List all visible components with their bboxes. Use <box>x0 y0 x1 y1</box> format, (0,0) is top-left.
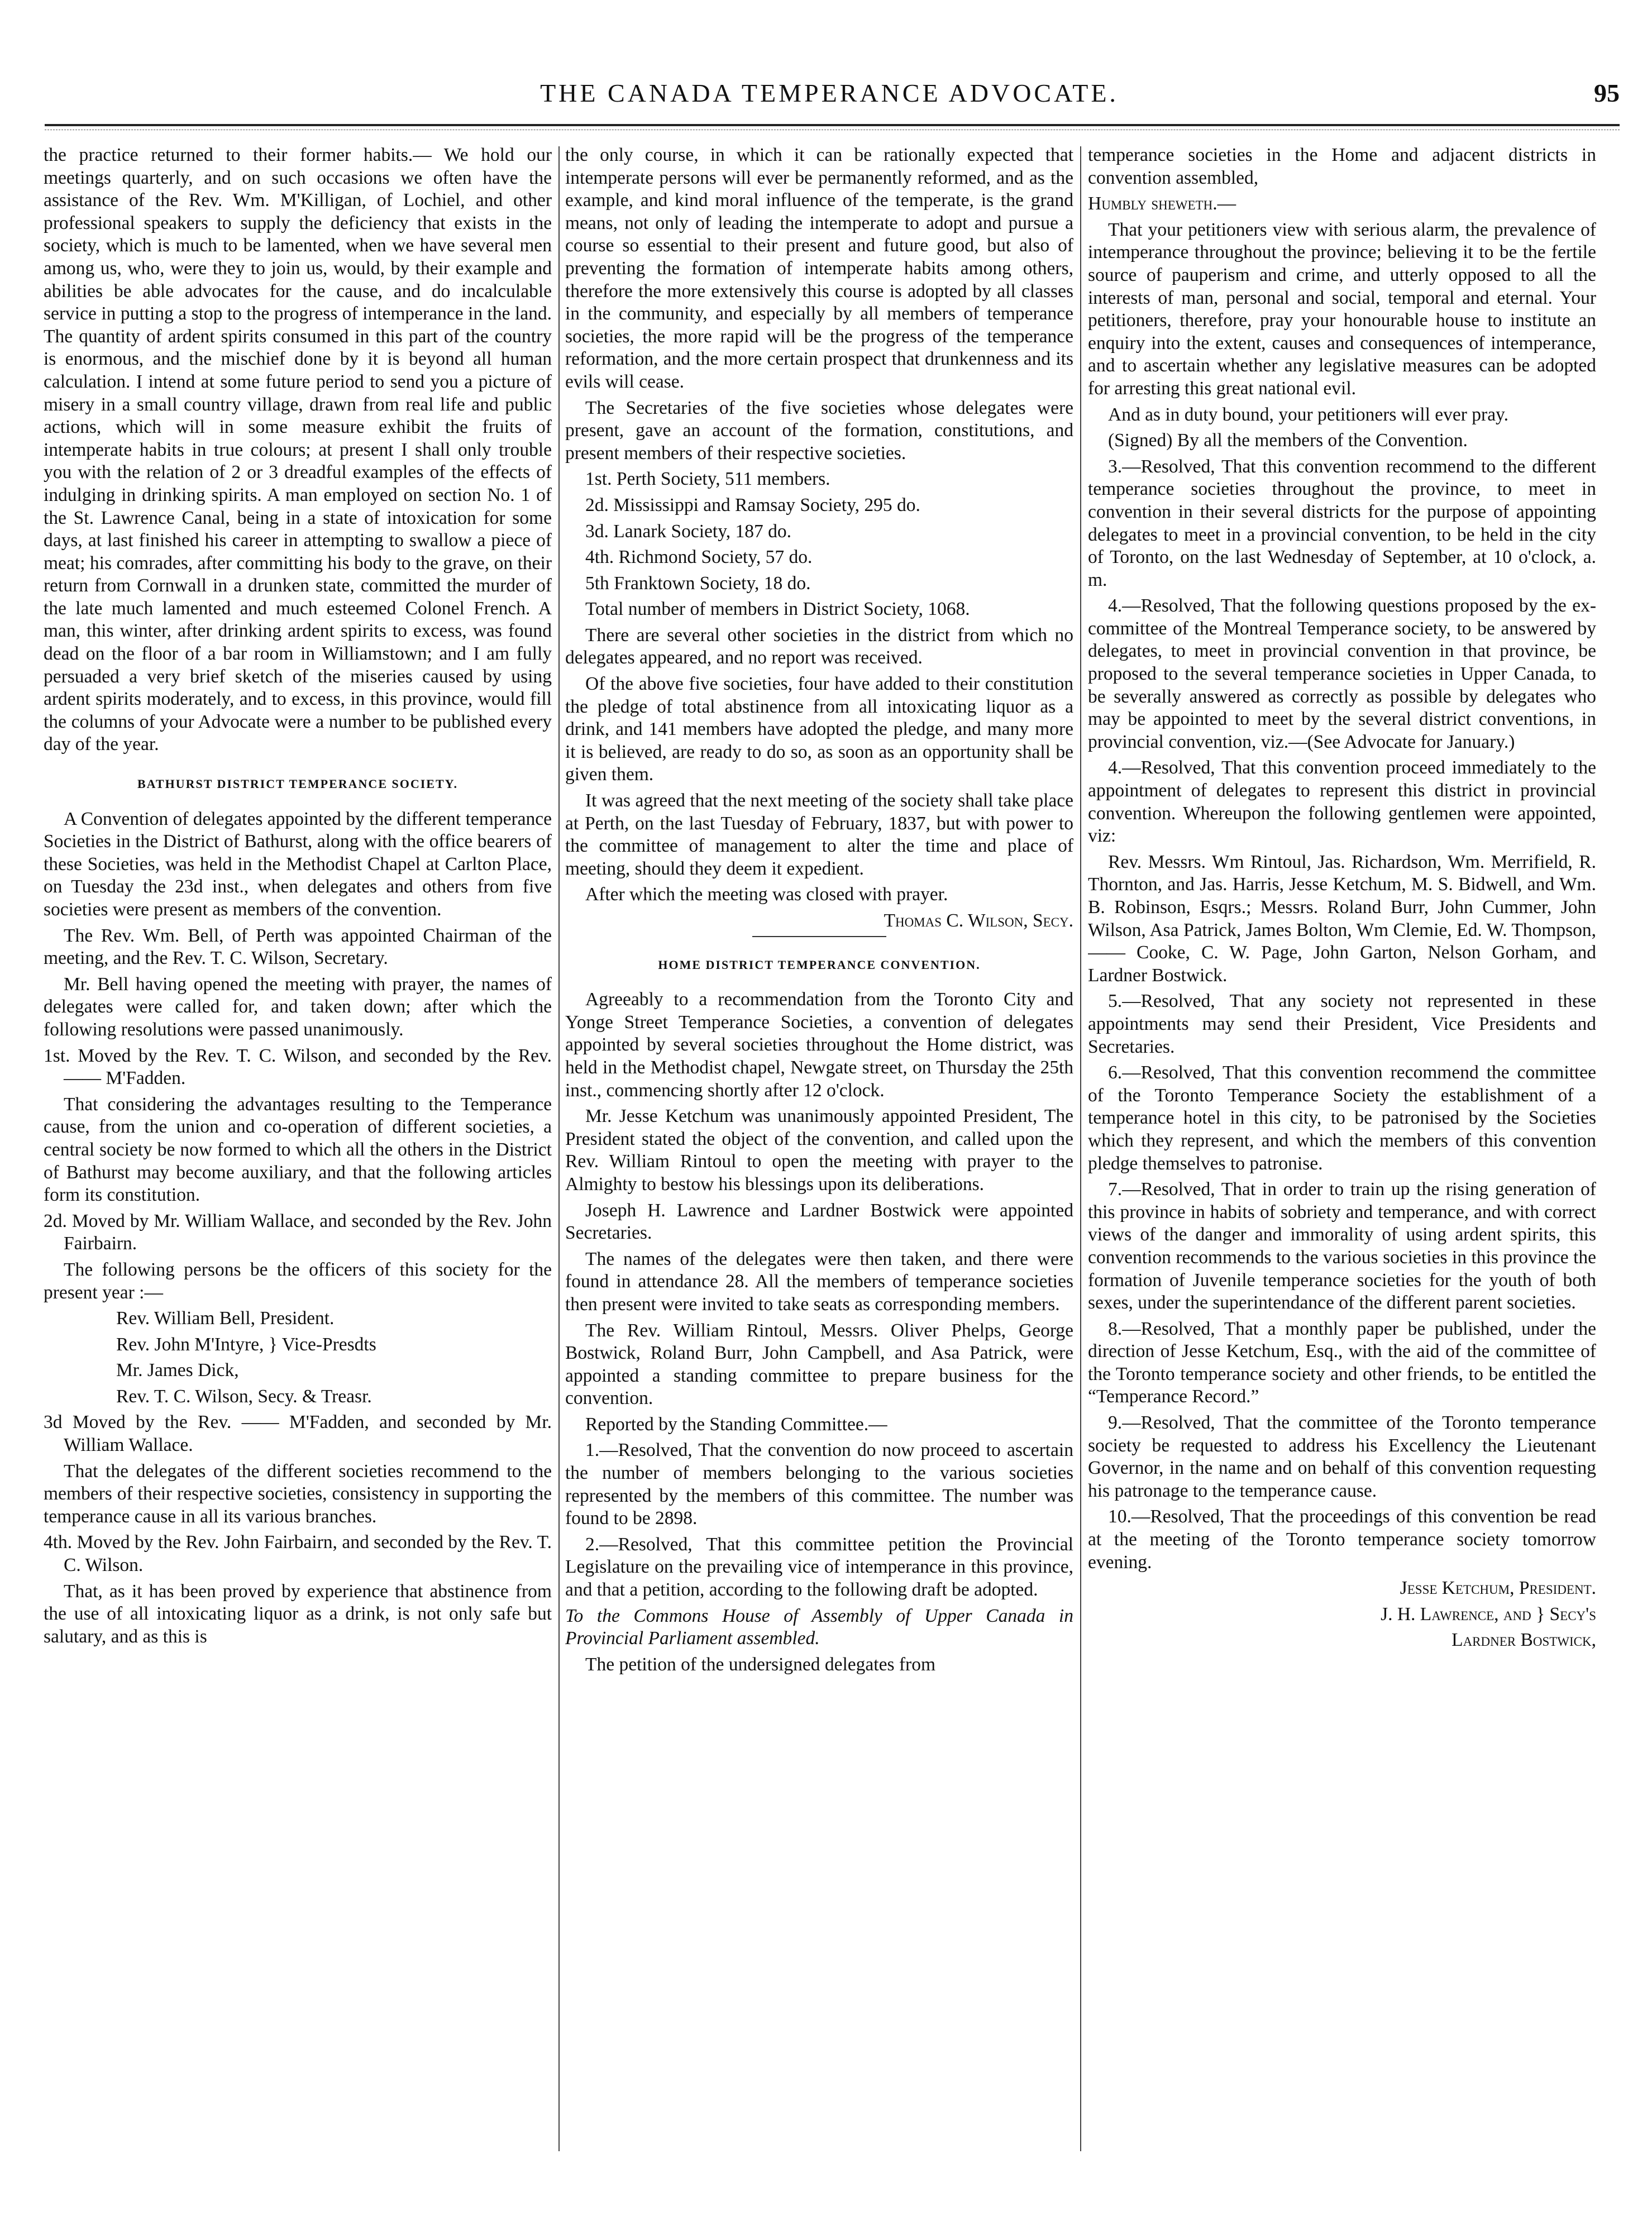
paragraph: temperance societies in the Home and adjacent districts in convention assembled, <box>1088 145 1596 188</box>
paragraph: That considering the advantages resulting to the Temperance cause, from the union and co-operation of different societies, a central society be now formed to which all the others in the District of Bathurst may become auxiliary, and that the following articles form its constitution. <box>44 1093 552 1206</box>
paragraph: Rev. Messrs. Wm Rintoul, Jas. Richardson, Wm. Merrifield, R. Thornton, and Jas. Harris, Jesse Ketchum, M. S. Bidwell, and Wm. B. Robinson, Esqrs.; Messrs. Roland Burr, John Cummer, John Wilson, Asa Patrick, James Bolton, Wm Clemie, Ed. W. Thompson, —— Cooke, C. W. Page, John Garton, Nelson Gorham, and Lardner Bostwick. <box>1088 851 1596 986</box>
paragraph: The Rev. William Rintoul, Messrs. Oliver Phelps, George Bostwick, Roland Burr, John Campbell, and Asa Patrick, were appointed a standing committee to prepare business for the convention. <box>565 1320 1073 1409</box>
paragraph: 10.—Resolved, That the proceedings of this convention be read at the meeting of the Toronto temperance society tomorrow evening. <box>1088 1506 1596 1573</box>
paragraph: That your petitioners view with serious alarm, the prevalence of intemperance throughout the province; believing it to be the fertile source of pauperism and crime, and utterly opposed to all the interests of man, personal and social, temporal and eternal. Your petitioners, therefore, pray your honourable house to institute an enquiry into the extent, causes and consequences of intemperance, and to ascertain whether any legislative measures can be adopted for arresting this great national evil. <box>1088 219 1596 399</box>
paragraph: Mr. Jesse Ketchum was unanimously appointed President, The President stated the object of the convention, and called upon the Rev. William Rintoul to open the meeting with prayer to the Almighty to bestow his blessings upon its deliberations. <box>565 1106 1073 1195</box>
column-divider <box>1080 146 1081 2151</box>
paragraph: The following persons be the officers of this society for the present year :— <box>44 1259 552 1303</box>
paragraph: There are several other societies in the district from which no delegates appeared, and no report was received. <box>565 624 1073 668</box>
society-list-item: 1st. Perth Society, 511 members. <box>585 469 830 490</box>
column-1 <box>44 144 552 2166</box>
resolution-motion: 1st. Moved by the Rev. T. C. Wilson, and seconded by the Rev. —— M'Fadden. <box>44 1045 552 1089</box>
paragraph: And as in duty bound, your petitioners will ever pray. <box>1108 404 1509 425</box>
paragraph: 4.—Resolved, That the following questions proposed by the ex-committee of the Montreal Temperance society, to be answered by delegates, to meet in provincial convention in that province, be proposed to the several temperance societies in Upper Canada, to be severally answered as correctly as possible by delegates who may be appointed to meet by the several district conventions, in provincial convention, viz.—(See Advocate for January.) <box>1088 595 1596 752</box>
section-separator <box>752 936 886 937</box>
publication-title: THE CANADA TEMPERANCE ADVOCATE. <box>540 79 1119 107</box>
paragraph: The Secretaries of the five societies whose delegates were present, gave an account of the formation, constitutions, and present members of their respective societies. <box>565 397 1073 464</box>
header-rule <box>45 124 1620 126</box>
page-number: 95 <box>1594 79 1620 107</box>
resolution-motion: 4th. Moved by the Rev. John Fairbairn, and seconded by the Rev. T. C. Wilson. <box>44 1532 552 1576</box>
petition-salutation: Humbly sheweth.— <box>1088 193 1236 214</box>
paragraph: It was agreed that the next meeting of the society shall take place at Perth, on the last Tuesday of February, 1837, but with power to the committee of management to alter the time and place of meeting, should they deem it expedient. <box>565 790 1073 879</box>
paragraph: That, as it has been proved by experience that abstinence from the use of all intoxicating liquor as a drink, is not only safe but salutary, and as this is <box>44 1580 552 1647</box>
resolution-motion: 3d Moved by the Rev. —— M'Fadden, and seconded by Mr. William Wallace. <box>44 1412 552 1456</box>
paragraph: 2.—Resolved, That this committee petition the Provincial Legislature on the prevailing vice of intemperance in this province, and that a petition, according to the following draft be adopted. <box>565 1534 1073 1601</box>
paragraph: (Signed) By all the members of the Convention. <box>1108 430 1468 451</box>
secretary-signature: Lardner Bostwick, <box>1452 1630 1596 1651</box>
paragraph: The names of the delegates were then taken, and there were found in attendance 28. All the members of temperance societies then present were invited to take seats as corresponding members. <box>565 1248 1073 1315</box>
officer-line: Rev. William Bell, President. <box>116 1308 335 1329</box>
section-heading: BATHURST DISTRICT TEMPERANCE SOCIETY. <box>137 777 459 791</box>
paragraph: 8.—Resolved, That a monthly paper be published, under the direction of Jesse Ketchum, Esq., with the aid of the committee of the Toronto temperance society and other friends, to be entitled the “Temperance Record.” <box>1088 1318 1596 1407</box>
society-list-item: 3d. Lanark Society, 187 do. <box>585 520 792 542</box>
paragraph: The Rev. Wm. Bell, of Perth was appointed Chairman of the meeting, and the Rev. T. C. Wilson, Secretary. <box>44 925 552 969</box>
paragraph: 6.—Resolved, That this convention recommend the committee of the Toronto Temperance Society the establishment of a temperance hotel in this city, to be patronised by the Societies which they represent, and which the members of this convention pledge themselves to patronise. <box>1088 1062 1596 1174</box>
officer-line: Mr. James Dick, <box>116 1360 239 1381</box>
secretary-signature: Thomas C. Wilson, Secy. <box>884 910 1073 931</box>
paragraph: 1.—Resolved, That the convention do now proceed to ascertain the number of members belonging to the various societies represented by the members of this committee. The number was found to be 2898. <box>565 1440 1073 1529</box>
paragraph: That the delegates of the different societies recommend to the members of their respective societies, consistency in supporting the temperance cause in all its various branches. <box>44 1460 552 1527</box>
officer-line: Rev. John M'Intyre, } Vice-Presdts <box>116 1334 376 1355</box>
paragraph: 5.—Resolved, That any society not represented in these appointments may send their President, Vice Presidents and Secretaries. <box>1088 991 1596 1057</box>
paragraph: A Convention of delegates appointed by the different temperance Societies in the District of Bathurst, along with the office bearers of these Societies, was held in the Methodist Chapel at Carlton Place, on Tuesday the 23d inst., when delegates and others from five societies were present as members of the convention. <box>44 808 552 920</box>
column-2 <box>565 144 1073 2166</box>
column-3 <box>1088 144 1596 2166</box>
resolution-motion: 2d. Moved by Mr. William Wallace, and seconded by the Rev. John Fairbairn. <box>44 1210 552 1254</box>
society-list-item: 4th. Richmond Society, 57 do. <box>585 547 813 568</box>
paragraph: 7.—Resolved, That in order to train up the rising generation of this province in habits of sobriety and temperance, and with correct views of the danger and immorality of using ardent spirits, this convention recommends to the various societies in this province the formation of Juvenile temperance societies for the youth of both sexes, under the superintendance of the different parent societies. <box>1088 1179 1596 1314</box>
paragraph: 4.—Resolved, That this convention proceed immediately to the appointment of delegates to represent this district in provincial convention. Whereupon the following gentlemen were appointed, viz: <box>1088 757 1596 847</box>
secretary-signature: J. H. Lawrence, and } Secy's <box>1381 1603 1596 1625</box>
section-heading: HOME DISTRICT TEMPERANCE CONVENTION. <box>658 957 981 972</box>
society-list-item: 2d. Mississippi and Ramsay Society, 295 do. <box>585 494 920 515</box>
society-total: Total number of members in District Society, 1068. <box>585 599 970 620</box>
paragraph: The petition of the undersigned delegates from <box>585 1654 935 1675</box>
column-divider <box>558 146 560 2151</box>
paragraph: Of the above five societies, four have added to their constitution the pledge of total abstinence from all intoxicating liquor as a drink, and 141 members have adopted the pledge, and many more it is believed, are ready to do so, as soon as an opportunity shall be given them. <box>565 674 1073 785</box>
paragraph: Agreeably to a recommendation from the Toronto City and Yonge Street Temperance Societies, a convention of delegates appointed by several societies throughout the Home district, was held in the Methodist chapel, Newgate street, on Thursday the 25th inst., commencing shortly after 12 o'clock. <box>565 989 1073 1101</box>
paragraph: the only course, in which it can be rationally expected that intemperate persons will ever be permanently reformed, and as the example, and kind moral influence of the temperate, is the grand means, not only of leading the intemperate to adopt and pursue a course so essential to their present and future good, but also of preventing the formation of intemperate habits among others, therefore the more extensively this course is adopted by all classes in the community, and especially by all members of temperance societies, the more rapid will be the progress of the temperance reformation, and the more certain prospect that drunkenness and its evils will cease. <box>565 145 1073 392</box>
masthead <box>39 78 1620 123</box>
petition-address: To the Commons House of Assembly of Upper Canada in Provincial Parliament assembled. <box>565 1605 1073 1649</box>
president-signature: Jesse Ketchum, President. <box>1400 1578 1596 1599</box>
paragraph: Joseph H. Lawrence and Lardner Bostwick were appointed Secretaries. <box>565 1200 1073 1244</box>
paragraph: Mr. Bell having opened the meeting with prayer, the names of delegates were called for, and taken down; after which the following resolutions were passed unanimously. <box>44 973 552 1040</box>
paragraph: After which the meeting was closed with prayer. <box>585 884 948 905</box>
paragraph: 3.—Resolved, That this convention recommend to the different temperance societies throughout the province, to meet in convention in their several districts for the purpose of appointing delegates to meet in a provincial convention, to be held in the city of Toronto, on the last Wednesday of September, at 10 o'clock, a. m. <box>1088 456 1596 590</box>
officer-line: Rev. T. C. Wilson, Secy. & Treasr. <box>116 1386 372 1407</box>
paragraph: the practice returned to their former habits.— We hold our meetings quarterly, and on such occasions we often have the assistance of the Rev. Wm. M'Killigan, of Lochiel, and other professional speakers to supply the deficiency that exists in the society, which is much to be lamented, when we have several men among us, who, were they to join us, would, by their example and abilities be able advocates for the cause, and do incalculable service in putting a stop to the progress of intemperance in the land. The quantity of ardent spirits consumed in this part of the country is enormous, and the mischief done by it is beyond all human calculation. I intend at some future period to send you a picture of misery in a small country village, drawn from real life and public actions, which will in some measure exhibit the fruits of intemperate habits in true colours; at present I shall only trouble you with the relation of 2 or 3 dreadful examples of the effects of indulging in drinking spirits. A man employed on section No. 1 of the St. Lawrence Canal, being in a state of intoxication for some days, at last finished his career in attempting to swallow a piece of meat; his comrades, after committing his body to the grave, on their return from Cornwall in a drunken state, committed the murder of the late much lamented and much esteemed Colonel French. A man, this winter, after drinking ardent spirits to excess, was found dead on the floor of a bar room in Williamstown; and I am fully persuaded a very brief sketch of the miseries caused by using ardent spirits moderately, and to excess, in this province, would fill the columns of your Advocate were a number to be published every day of the year. <box>44 145 552 755</box>
paragraph: Reported by the Standing Committee.— <box>585 1413 887 1435</box>
society-list-item: 5th Franktown Society, 18 do. <box>585 572 811 594</box>
paragraph: 9.—Resolved, That the committee of the Toronto temperance society be requested to address his Excellency the Lieutenant Governor, in the name and on behalf of this convention requesting his patronage to the temperance cause. <box>1088 1412 1596 1501</box>
